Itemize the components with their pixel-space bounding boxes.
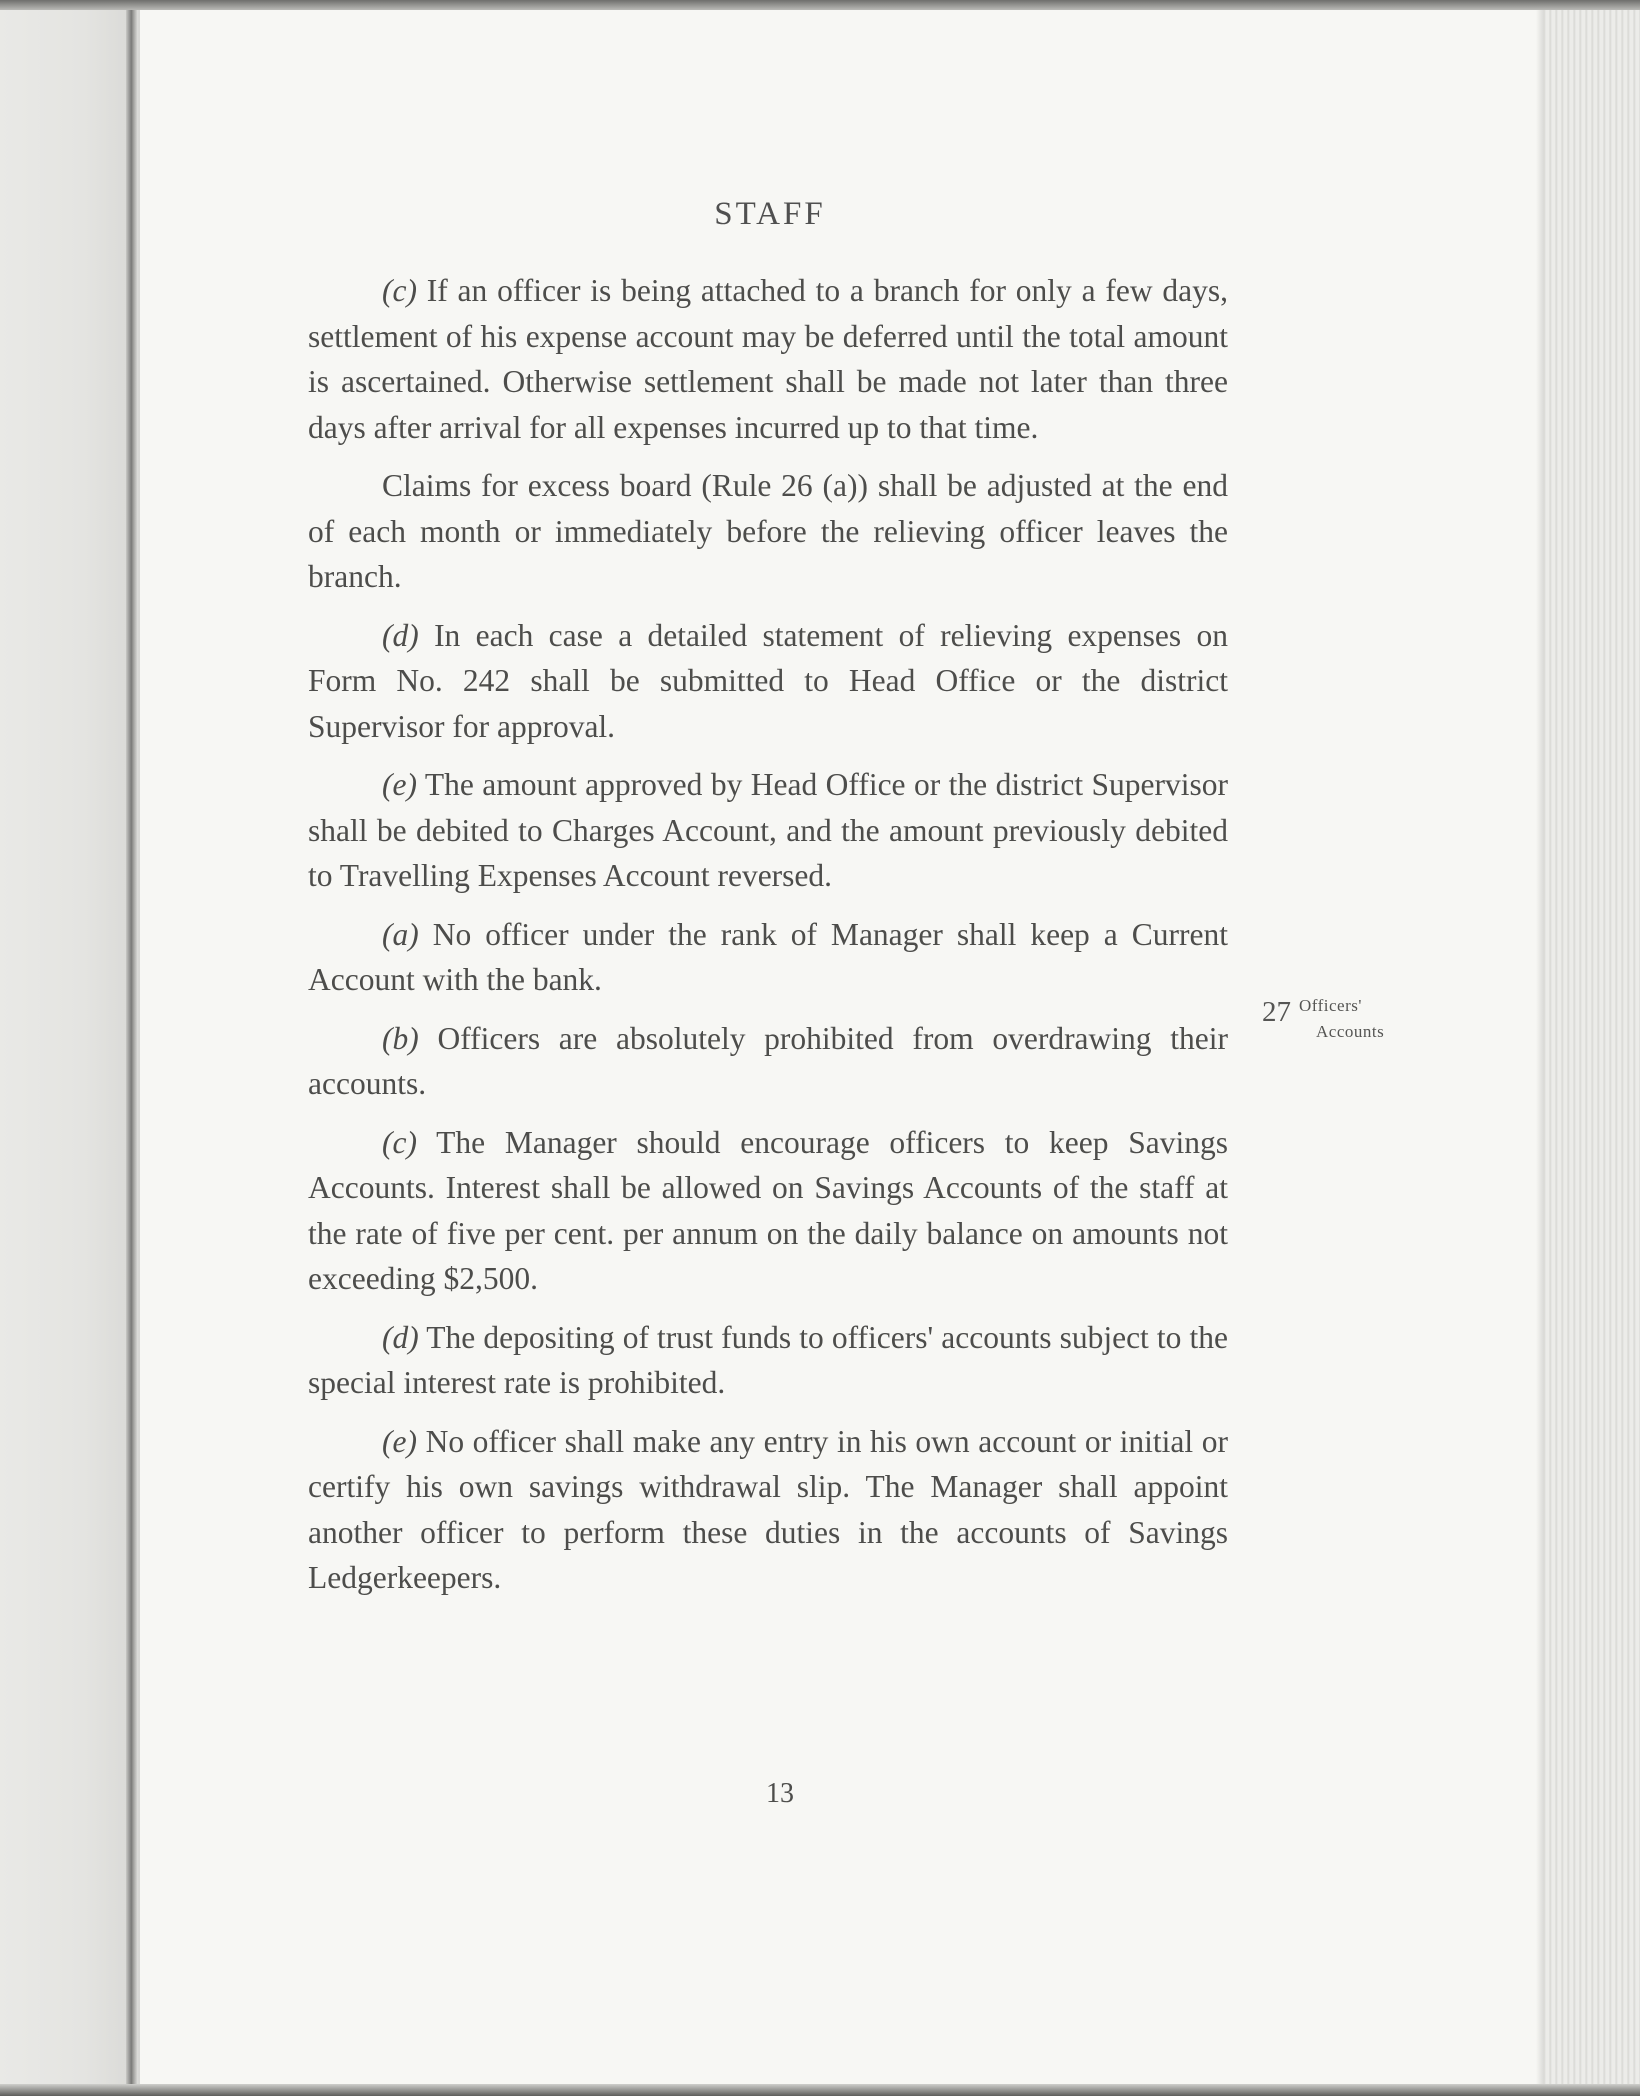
paragraph-d-statement	[308, 613, 1228, 750]
paragraph-label: (e)	[382, 1423, 417, 1459]
paragraph-text: In each case a detailed statement of relieving expenses on Form No. 242 shall be submitted to Head Office or the district Supervisor for approval.	[308, 617, 1228, 744]
binding-shadow	[126, 0, 138, 2096]
fore-edge-shadow	[1536, 10, 1544, 2084]
paragraph-label: (e)	[382, 767, 417, 802]
paragraph-a-current-account	[308, 912, 1228, 1003]
paragraph-e-entries	[308, 1419, 1228, 1601]
paragraph-label: (c)	[382, 1124, 417, 1160]
paragraph-text: The depositing of trust funds to officers' accounts subject to the special interest rate is prohibited.	[308, 1319, 1228, 1400]
margin-note	[1262, 996, 1422, 1042]
paragraph-c-expense-settlement	[308, 268, 1228, 450]
page-fore-edge	[1540, 10, 1640, 2084]
scan-bottom-edge	[0, 2084, 1640, 2096]
paragraph-e-debit	[308, 762, 1228, 899]
paragraph-label: (d)	[382, 617, 419, 653]
paragraph-text: The amount approved by Head Office or the district Supervisor shall be debited to Charges Account, and the amount previously debited to Travelling Expenses Account reversed.	[308, 767, 1228, 893]
margin-note-line: Officers'	[1299, 996, 1362, 1015]
rule-number: 27	[1262, 996, 1291, 1028]
paragraph-label: (a)	[382, 916, 419, 952]
left-page-gutter	[0, 0, 140, 2096]
paragraph-d-trust-funds	[308, 1315, 1228, 1406]
body-text	[308, 268, 1228, 1614]
paragraph-label: (b)	[382, 1020, 419, 1056]
margin-note-line: Accounts	[1316, 1022, 1385, 1041]
paragraph-text: No officer shall make any entry in his own account or initial or certify his own savings withdrawal slip. The Manager shall appoint another officer to perform these duties in the accounts of Savings Ledgerkeepers.	[308, 1423, 1228, 1595]
paragraph-text: No officer under the rank of Manager shall keep a Current Account with the bank.	[308, 916, 1228, 997]
page-number: 13	[766, 1778, 794, 1809]
paragraph-text: If an officer is being attached to a branch for only a few days, settlement of his expense account may be deferred until the total amount is ascertained. Otherwise settlement shall be made not later than three days after arrival for all expenses incurred up to that time.	[308, 273, 1228, 445]
running-head: STAFF	[714, 196, 826, 232]
paragraph-text: Claims for excess board (Rule 26 (a)) shall be adjusted at the end of each month or immediately before the relieving officer leaves the branch.	[308, 468, 1228, 594]
paragraph-label: (d)	[382, 1319, 419, 1355]
paragraph-text: The Manager should encourage officers to keep Savings Accounts. Interest shall be allowed on Savings Accounts of the staff at the rate of five per cent. per annum on the daily balance on amounts not exceeding $2,500.	[308, 1124, 1228, 1296]
paragraph-label: (c)	[382, 273, 417, 308]
paragraph-b-overdrawing	[308, 1016, 1228, 1107]
paragraph-text: Officers are absolutely prohibited from overdrawing their accounts.	[308, 1020, 1228, 1101]
scan-top-edge	[0, 0, 1640, 10]
paragraph-c-savings	[308, 1120, 1228, 1302]
paragraph-excess-board	[308, 463, 1228, 600]
